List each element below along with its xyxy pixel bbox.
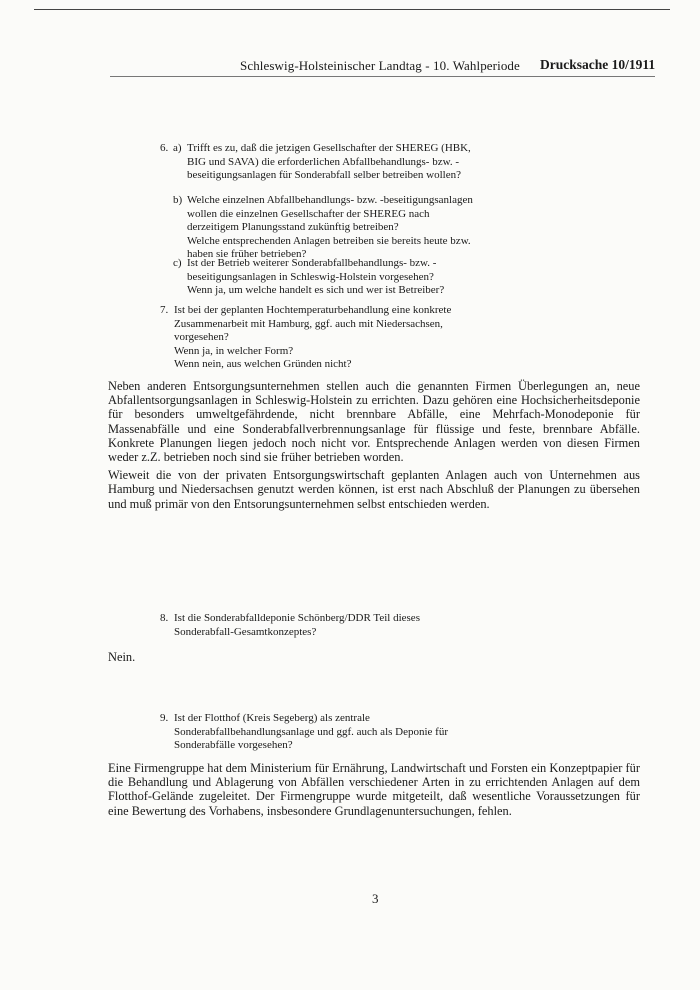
answer-9: [108, 761, 640, 822]
question-number: 9.: [160, 712, 169, 724]
answer-8: Nein.: [108, 650, 136, 664]
question-text: Welche entsprechenden Anlagen betreiben sie bereits heute bzw. haben sie früher betrieben?: [187, 234, 471, 260]
header-rule: [110, 76, 655, 77]
question-text: Ist die Sonderabfalldeponie Schönberg/DDR Teil dieses Sonderabfall-Gesamtkonzeptes?: [174, 612, 420, 638]
question-text: Ist der Betrieb weiterer Sonderabfallbehandlungs- bzw. -beseitigungsanlagen in Schleswig-Holstein vorgesehen?: [187, 257, 437, 283]
sub-label: a): [173, 142, 182, 154]
question-text: Ist der Flotthof (Kreis Segeberg) als zentrale Sonderabfallbehandlungsanlage und ggf. auch als Deponie für Sonderabfälle vorgesehen?: [174, 712, 448, 751]
question-text: Welche einzelnen Abfallbehandlungs- bzw. -beseitigungsanlagen wollen die einzelnen Gesellschafter der SHEREG nach derzeitigem Planungsstand zukünftig betreiben?: [187, 194, 473, 233]
answer-paragraph: Eine Firmengruppe hat dem Ministerium für Ernährung, Landwirtschaft und Forsten ein Konzeptpapier für die Behandlung und Ablagerung von Abfällen verschiedener Arten in zu errichtenden Anlagen auf dem Flotthof-Gelände zugeleitet. Der Firmengruppe wurde mitgeteilt, daß wesentliche Voraussetzungen für eine Bewertung des Vorhabens, insbesondere Grundlagenuntersuchungen, fehlen.: [108, 761, 640, 818]
header-title: Schleswig-Holsteinischer Landtag - 10. Wahlperiode: [240, 58, 520, 73]
sub-label: c): [173, 257, 182, 269]
question-6a: [160, 142, 480, 183]
sub-label: b): [173, 194, 183, 206]
question-text: Wenn nein, aus welchen Gründen nicht?: [174, 358, 352, 370]
question-number: 6.: [160, 142, 169, 154]
question-9: [160, 712, 480, 753]
question-number: 8.: [160, 612, 169, 624]
question-6b: [173, 194, 480, 262]
answer-6-7: [108, 379, 640, 515]
answer-paragraph: Wieweit die von der privaten Entsorgungswirtschaft geplanten Anlagen auch von Unternehmen aus Hamburg und Niedersachsen genutzt werden können, ist erst nach Abschluß der Planungen zu übersehen und muß primär von den Entsorungsunternehmen selbst entschieden werden.: [108, 468, 640, 511]
question-7: [160, 304, 480, 372]
question-text: Trifft es zu, daß die jetzigen Gesellschafter der SHEREG (HBK, BIG und SAVA) die erforderlichen Abfallbehandlungs- bzw. -beseitigungsanlagen für Sonderabfall selber betreiben wollen?: [187, 142, 471, 181]
question-text: Ist bei der geplanten Hochtemperaturbehandlung eine konkrete Zusammenarbeit mit Hamburg, ggf. auch mit Niedersachsen, vorgesehen?: [174, 304, 452, 343]
question-8: [160, 612, 480, 639]
document-number: Drucksache 10/1911: [540, 57, 656, 72]
question-6c: [173, 257, 480, 298]
question-text: Wenn ja, um welche handelt es sich und wer ist Betreiber?: [187, 284, 445, 296]
page-number: 3: [372, 891, 379, 906]
question-text: Wenn ja, in welcher Form?: [174, 344, 294, 357]
answer-paragraph: Neben anderen Entsorgungsunternehmen stellen auch die genannten Firmen Überlegungen an, neue Abfallentsorgungsanlagen in Schleswig-Holstein zu errichten. Dazu gehören eine Hochsicherheitsdeponie für besonders umweltgefährdende, nicht brennbare Abfälle, eine Mehrfach-Monodeponie für Massenabfälle und eine Sonderabfallverbrennungsanlage für flüssige und feste, brennbare Abfälle. Konkrete Planungen liegen jedoch noch nicht vor. Entsprechende Anlagen werden von diesen Firmen weder z.Z. betrieben noch sind sie früher betrieben worden.: [108, 379, 640, 465]
question-number: 7.: [160, 304, 169, 316]
top-rule: [34, 9, 670, 10]
